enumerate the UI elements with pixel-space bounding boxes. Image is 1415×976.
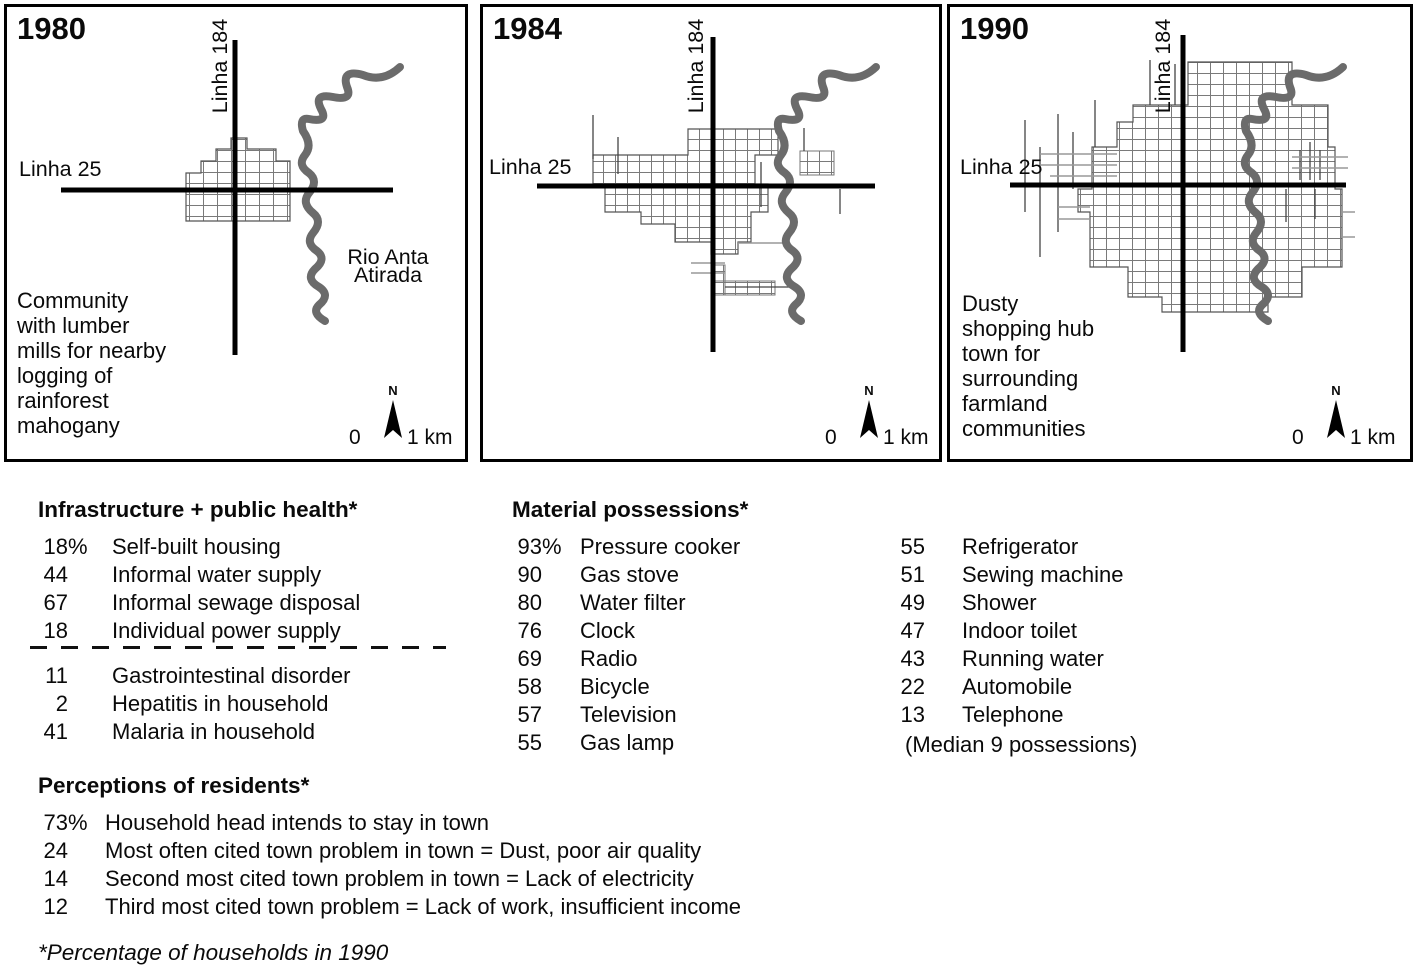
perceptions-heading: Perceptions of residents* (38, 773, 310, 798)
stat-label: Radio (580, 646, 638, 671)
stat-row (38, 561, 360, 589)
river-path (778, 67, 876, 321)
stat-value: 57 (517, 702, 542, 727)
stat-value: 22 (900, 674, 925, 699)
stat-value: 55 (517, 730, 542, 755)
stat-row (38, 893, 741, 921)
stat-value: 51 (900, 562, 925, 587)
stat-value: 2 (55, 691, 68, 716)
panel-year: 1984 (493, 11, 562, 46)
infrastructure-list-above (38, 533, 360, 645)
settlement-grid (593, 129, 778, 254)
scale-end: 1 km (883, 426, 929, 449)
panel-caption: Community with lumber mills for nearby logging of rainforest mahogany (17, 288, 167, 438)
stat-row (38, 837, 741, 865)
panel-year: 1990 (960, 11, 1029, 46)
north-arrow-icon (860, 400, 878, 438)
stat-value: 44 (43, 562, 68, 587)
stat-label: Clock (580, 618, 636, 643)
stat-value: 24 (43, 838, 68, 863)
stat-label: Individual power supply (112, 618, 341, 643)
scale-start: 0 (1292, 426, 1304, 449)
river-label: Rio Anta Atirada (347, 245, 429, 287)
stat-value: 47 (900, 618, 925, 643)
stat-label: Shower (962, 590, 1037, 615)
stat-value: 58 (517, 674, 542, 699)
percent-sign: % (68, 810, 88, 835)
road-label-linha-25: Linha 25 (960, 155, 1043, 179)
stat-label: Sewing machine (962, 562, 1124, 587)
stat-label: Television (580, 702, 677, 727)
road-label-linha-184: Linha 184 (1151, 18, 1175, 114)
stat-row (895, 589, 1123, 617)
north-label: N (864, 383, 874, 398)
stat-row (38, 865, 741, 893)
footnote: *Percentage of households in 1990 (38, 940, 389, 965)
map-panel-1984 (480, 4, 942, 462)
road-label-linha-184: Linha 184 (684, 18, 708, 114)
stat-row (38, 718, 350, 746)
scale-start: 0 (349, 426, 361, 449)
settlement-grid (186, 138, 290, 221)
stat-label: Bicycle (580, 674, 650, 699)
north-arrow-icon (1327, 400, 1345, 438)
stat-row (38, 809, 741, 837)
scale-end: 1 km (407, 426, 453, 449)
percent-sign: % (542, 534, 562, 559)
road-label-linha-184: Linha 184 (208, 18, 232, 114)
stat-row (895, 645, 1123, 673)
stat-row (895, 673, 1123, 701)
panel-year: 1980 (17, 11, 86, 46)
stat-value: 18 (43, 618, 68, 643)
map-panel-1990 (947, 4, 1413, 462)
stat-value: 18 (43, 534, 68, 559)
infrastructure-heading: Infrastructure + public health* (38, 497, 358, 522)
stat-row (512, 701, 740, 729)
stat-value: 90 (517, 562, 542, 587)
stat-label: Third most cited town problem = Lack of work, insufficient income (105, 894, 742, 919)
stat-value: 13 (900, 702, 925, 727)
stat-label: Self-built housing (112, 534, 281, 559)
stat-value: 41 (43, 719, 68, 744)
stat-label: Gastrointestinal disorder (112, 663, 351, 688)
stat-label: Hepatitis in household (112, 691, 329, 716)
stat-value: 55 (900, 534, 925, 559)
north-arrow-icon (384, 400, 402, 438)
stat-row (895, 561, 1123, 589)
stat-label: Water filter (580, 590, 686, 615)
material-heading: Material possessions* (512, 497, 749, 522)
stat-label: Refrigerator (962, 534, 1079, 559)
stat-label: Household head intends to stay in town (105, 810, 490, 835)
stat-label: Malaria in household (112, 719, 316, 744)
material-list-column1 (512, 533, 740, 757)
stat-row (38, 690, 350, 718)
map-panel-1980 (4, 4, 468, 462)
dashed-divider (30, 646, 446, 649)
stat-label: Most often cited town problem in town = Dust, poor air quality (105, 838, 702, 863)
stat-value: 49 (900, 590, 925, 615)
stat-value: 69 (517, 646, 542, 671)
stat-row (895, 533, 1123, 561)
stat-label: Informal sewage disposal (112, 590, 361, 615)
stat-value: 67 (43, 590, 68, 615)
stat-value: 93 (517, 534, 542, 559)
stat-label: Gas stove (580, 562, 680, 587)
infrastructure-list-below (38, 662, 350, 746)
stat-value: 12 (43, 894, 68, 919)
stat-value: 80 (517, 590, 542, 615)
stat-row (38, 662, 350, 690)
stat-value: 43 (900, 646, 925, 671)
scale-start: 0 (825, 426, 837, 449)
stat-label: Second most cited town problem in town = Lack of electricity (105, 866, 694, 891)
stat-row (512, 645, 740, 673)
stat-row (512, 561, 740, 589)
stat-row (512, 533, 740, 561)
stat-row (38, 617, 360, 645)
stat-label: Automobile (962, 674, 1073, 699)
north-label: N (1331, 383, 1341, 398)
stat-row (512, 617, 740, 645)
stat-value: 76 (517, 618, 542, 643)
stat-label: Telephone (962, 702, 1064, 727)
stat-row (512, 589, 740, 617)
material-list-column2 (895, 533, 1123, 729)
road-label-linha-25: Linha 25 (489, 155, 572, 179)
stat-label: Informal water supply (112, 562, 322, 587)
perceptions-list (38, 809, 741, 921)
settlement-grid-east-cluster (800, 151, 834, 175)
panel-caption: Dusty shopping hub town for surrounding farmland communities (962, 291, 1095, 441)
stat-row (895, 701, 1123, 729)
stat-row (38, 589, 360, 617)
percent-sign: % (68, 534, 88, 559)
stat-row (38, 533, 360, 561)
stat-value: 11 (45, 663, 68, 688)
stat-row (512, 729, 740, 757)
stat-row (512, 673, 740, 701)
stat-label: Running water (962, 646, 1104, 671)
stat-row (895, 617, 1123, 645)
median-note: (Median 9 possessions) (905, 732, 1138, 757)
road-label-linha-25: Linha 25 (19, 157, 102, 181)
stat-value: 14 (43, 866, 68, 891)
stat-label: Pressure cooker (580, 534, 741, 559)
stat-label: Indoor toilet (962, 618, 1077, 643)
scale-end: 1 km (1350, 426, 1396, 449)
stat-label: Gas lamp (580, 730, 675, 755)
stat-value: 73 (43, 810, 68, 835)
north-label: N (388, 383, 398, 398)
